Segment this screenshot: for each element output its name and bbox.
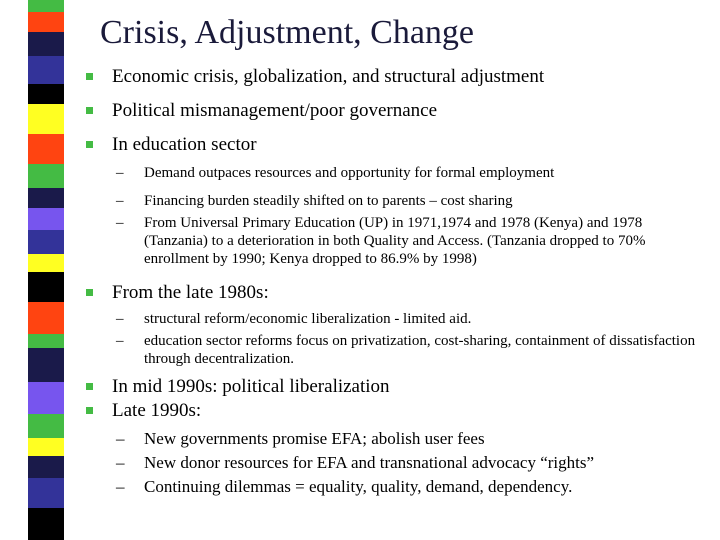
slide-body [86, 66, 696, 511]
stripe-segment [28, 334, 64, 348]
stripe-segment [28, 230, 64, 254]
stripe-segment [28, 272, 64, 302]
stripe-segment [28, 84, 64, 104]
sub-bullet: – New donor resources for EFA and transnational advocacy “rights” [116, 453, 595, 472]
late-1990s-subpoints [86, 428, 696, 497]
stripe-segment [28, 164, 64, 188]
stripe-segment [28, 188, 64, 208]
bullet-economic-crisis: Economic crisis, globalization, and structural adjustment [86, 66, 696, 88]
bullet-late-1990s: Late 1990s: [86, 400, 696, 422]
stripe-segment [28, 456, 64, 478]
slide-title: Crisis, Adjustment, Change [100, 14, 474, 51]
sub-bullet: – Demand outpaces resources and opportunity for formal employment [116, 165, 555, 181]
stripe-segment [28, 12, 64, 32]
stripe-segment [28, 508, 64, 540]
stripe-segment [28, 382, 64, 414]
stripe-segment [28, 0, 64, 12]
bullet-political-mismanagement: Political mismanagement/poor governance [86, 100, 696, 122]
dash-icon: – [116, 165, 124, 181]
square-bullet-icon [86, 407, 93, 414]
late-1980s-subpoints [86, 310, 696, 368]
square-bullet-icon [86, 383, 93, 390]
sub-bullet: – From Universal Primary Education (UP) in 1971,1974 and 1978 (Kenya) and 1978 (Tanzania) to a deterioration in both Quality and Access. (Tanzania dropped to 70% enrollment by 1990; Kenya dropped to 86.9% by 1998) [116, 215, 646, 267]
dash-icon: – [116, 193, 124, 209]
education-sector-subpoints [86, 164, 696, 268]
stripe-segment [28, 414, 64, 438]
stripe-segment [28, 348, 64, 382]
stripe-segment [28, 56, 64, 84]
stripe-segment [28, 104, 64, 134]
square-bullet-icon [86, 73, 93, 80]
square-bullet-icon [86, 107, 93, 114]
bullet-late-1980s: From the late 1980s: [86, 282, 696, 304]
dash-icon: – [116, 333, 124, 349]
bullet-education-sector: In education sector [86, 134, 696, 156]
sub-bullet: – Financing burden steadily shifted on to parents – cost sharing [116, 193, 513, 209]
decorative-color-stripe [28, 0, 64, 540]
stripe-segment [28, 302, 64, 334]
stripe-segment [28, 134, 64, 164]
stripe-segment [28, 438, 64, 456]
square-bullet-icon [86, 289, 93, 296]
sub-bullet: – Continuing dilemmas = equality, quality, demand, dependency. [116, 477, 573, 496]
dash-icon: – [116, 477, 125, 496]
dash-icon: – [116, 429, 125, 448]
sub-bullet: – New governments promise EFA; abolish user fees [116, 429, 485, 448]
stripe-segment [28, 478, 64, 508]
stripe-segment [28, 208, 64, 230]
sub-bullet: – structural reform/economic liberalization - limited aid. [116, 311, 472, 327]
stripe-segment [28, 254, 64, 272]
stripe-segment [28, 32, 64, 56]
dash-icon: – [116, 215, 124, 231]
sub-bullet: – education sector reforms focus on privatization, cost-sharing, containment of dissatisfaction through decentralization. [116, 333, 696, 367]
bullet-mid-1990s: In mid 1990s: political liberalization [86, 376, 696, 398]
square-bullet-icon [86, 141, 93, 148]
dash-icon: – [116, 311, 124, 327]
dash-icon: – [116, 453, 125, 472]
